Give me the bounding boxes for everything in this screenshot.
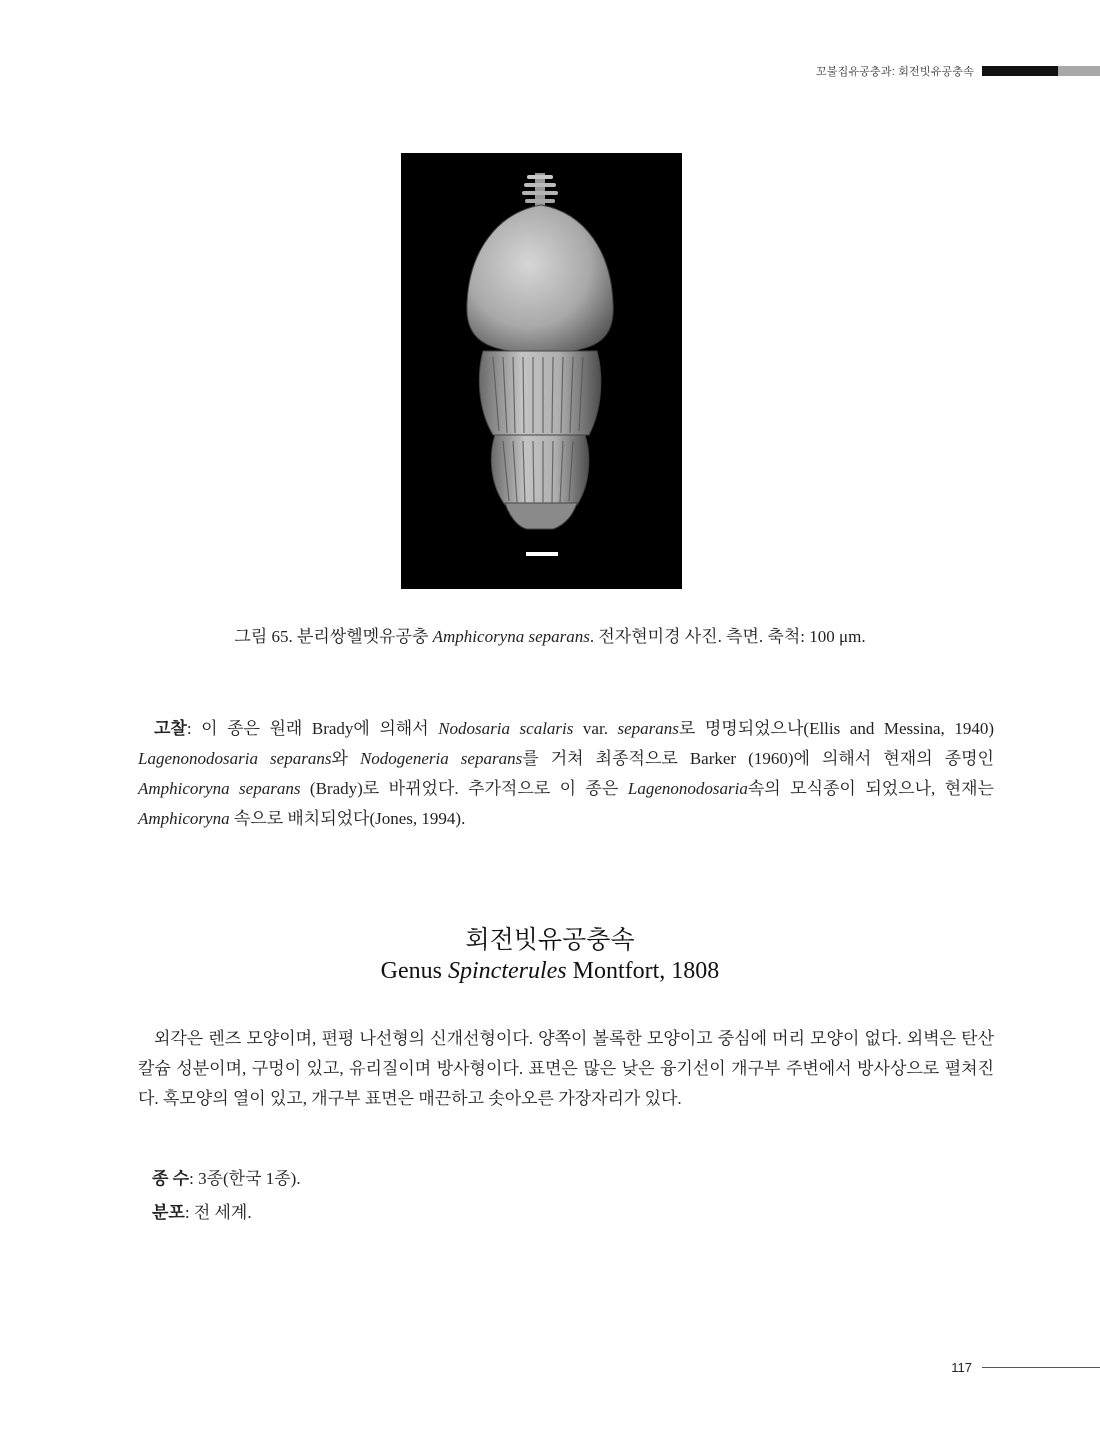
distribution: 분포: 전 세계. — [152, 1203, 252, 1222]
discussion-paragraph: 고찰: 이 종은 원래 Brady에 의해서 Nodosaria scalaris var. separans로 명명되었으나(Ellis and Messina, 1940) Lagenonodosaria separans와 Nodogeneria separans를 거쳐 최종적으로 Barker (1960)에 의해서 현재의 종명인 Amphicoryna separans (Brady)로 바뀌었다. 추가적으로 이 종은 Lagenonodosaria속의 모식종이 되었으나, 현재는 Amphicoryna 속으로 배치되었다(Jones, 1994). — [138, 719, 994, 828]
specimen-neck — [522, 173, 558, 207]
header-bar-gray — [1058, 66, 1100, 76]
sem-photograph — [401, 153, 682, 589]
running-header — [816, 64, 1100, 78]
discussion-label: 고찰 — [154, 719, 187, 738]
genus-korean-title: 회전빗유공충속 — [465, 927, 635, 954]
foraminifera-specimen-illustration — [401, 153, 682, 589]
figure-caption — [0, 622, 1100, 647]
footer-rule — [982, 1367, 1100, 1368]
species-count: 종 수: 3종(한국 1종). — [152, 1169, 301, 1188]
genus-description: 외각은 렌즈 모양이며, 편평 나선형의 신개선형이다. 양쪽이 볼록한 모양이고 중심에 머리 모양이 없다. 외벽은 탄산칼슘 성분이며, 구멍이 있고, 유리질이며 방사형이다. 표면은 많은 낮은 융기선이 개구부 주변에서 방사상으로 펼쳐진다. 혹모양의 열이 있고, 개구부 표면은 매끈하고 솟아오른 가장자리가 있다. — [138, 1029, 994, 1108]
header-bar-dark — [982, 66, 1058, 76]
caption-species: Amphicoryna separans — [432, 627, 590, 646]
header-title: 꼬불집유공충과: 회전빗유공충속 — [815, 66, 974, 78]
genus-latin-title: Genus Spincterules Montfort, 1808 — [380, 958, 720, 984]
specimen-base — [505, 503, 577, 529]
page-footer — [951, 1360, 1100, 1375]
specimen-chamber-1 — [467, 205, 613, 353]
page-number: 117 — [951, 1360, 972, 1375]
caption-prefix: 그림 65. 분리쌍헬멧유공충 — [234, 627, 433, 646]
caption-suffix: . 전자현미경 사진. 측면. 축척: 100 μm. — [589, 627, 866, 646]
scale-bar — [526, 552, 558, 556]
